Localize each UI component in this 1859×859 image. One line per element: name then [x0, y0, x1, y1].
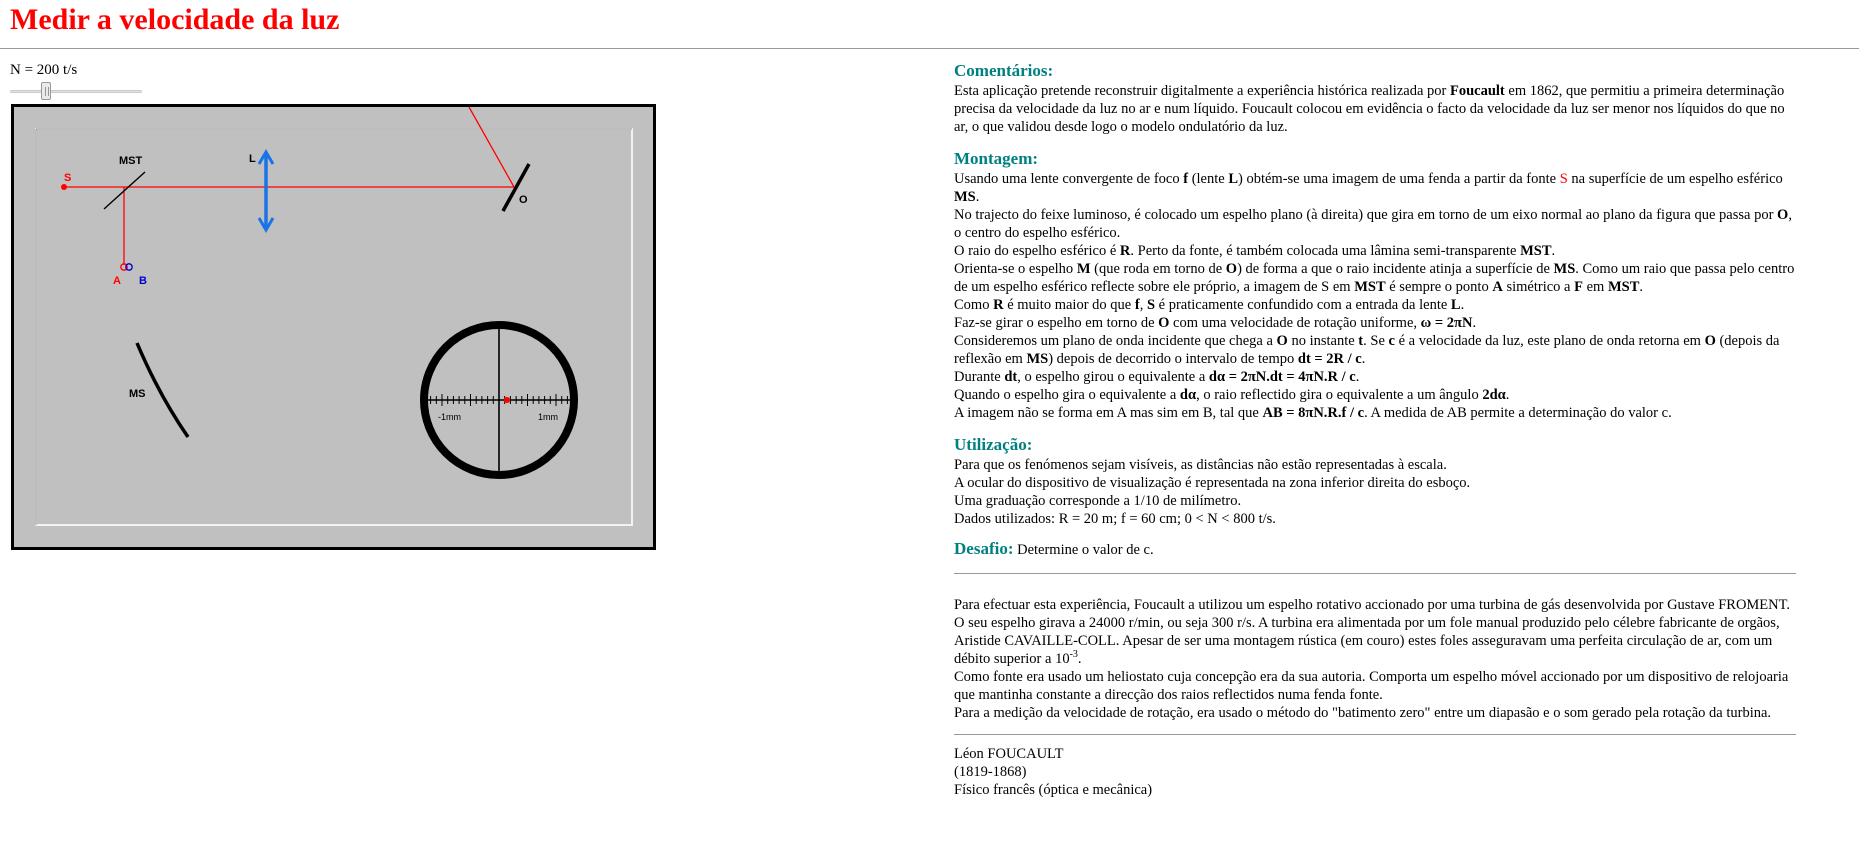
autor-role: Físico francês (óptica e mecânica): [954, 782, 1153, 798]
montagem-line-2: No trajecto do feixe luminoso, é colocado um espelho plano (à direita) que gira em torno de um eixo normal ao plano da figura que passa por O, o centro do espelho esférico.: [954, 207, 1792, 241]
heading-comentarios: Comentários:: [954, 61, 1054, 80]
label-mst: MST: [119, 155, 143, 167]
section-utilizacao: [954, 434, 1796, 528]
label-o: O: [519, 194, 528, 206]
label-a: A: [113, 275, 121, 287]
label-s: S: [64, 172, 72, 184]
label-b: B: [139, 275, 147, 287]
divider: [954, 573, 1796, 574]
montagem-line-7: Consideremos um plano de onda incidente que chega a O no instante t. Se c é a velocidade da luz, este plano de onda retorna em O (depois da reflexão em MS) depois de decorrido o intervalo de tempo dt = 2R / c.: [954, 333, 1780, 367]
lens-l: [259, 152, 273, 230]
speed-slider[interactable]: [10, 82, 142, 102]
title-divider: [0, 48, 1859, 49]
speed-label: N = 200 t/s: [10, 62, 78, 78]
section-comentarios: [954, 60, 1796, 136]
scale-right-label: 1mm: [538, 412, 558, 422]
description-panel: [954, 60, 1796, 799]
historia-p2: Como fonte era usado um heliostato cuja concepção era da sua autoria. Comporta um espelho móvel accionado por um dispositivo de relojoaria que mantinha constante a direcção dos raios reflectidos numa fenda fonte.: [954, 669, 1789, 703]
montagem-line-8: Durante dt, o espelho girou o equivalente a dα = 2πN.dt = 4πN.R / c.: [954, 369, 1360, 385]
historia-p3: Para a medição da velocidade de rotação, era usado o método do "batimento zero" entre um diapasão e o som gerado pela rotação da turbina.: [954, 705, 1772, 721]
section-montagem: [954, 148, 1796, 422]
autor-dates: (1819-1868): [954, 764, 1027, 780]
heading-montagem: Montagem:: [954, 149, 1039, 168]
slider-track[interactable]: [10, 90, 142, 93]
montagem-line-3: O raio do espelho esférico é R. Perto da fonte, é também colocada uma lâmina semi-transparente MST.: [954, 243, 1556, 259]
comentarios-text: Esta aplicação pretende reconstruir digitalmente a experiência histórica realizada por Foucault em 1862, que permitiu a primeira determinação precisa da velocidade da luz no ar e num líquido. Foucault colocou em evidência o facto da velocidade da luz ser menor nos líquidos do que no ar, o que validou desde logo o modelo ondulatório da luz.: [954, 83, 1785, 135]
heading-desafio: Desafio:: [954, 539, 1014, 558]
heading-utilizacao: Utilização:: [954, 435, 1033, 454]
desafio-text: Determine o valor de c.: [1013, 542, 1154, 558]
montagem-line-4: Orienta-se o espelho M (que roda em torno de O) de forma a que o raio incidente atinja a superfície de MS. Como um raio que passa pelo centro de um espelho esférico reflecte sobre ele próprio, a imagem de S em MST é sempre o ponto A simétrico a F em MST.: [954, 261, 1795, 295]
utilizacao-line: A ocular do dispositivo de visualização é representada na zona inferior direita do esboço.: [954, 475, 1471, 491]
montagem-line-9: Quando o espelho gira o equivalente a dα, o raio reflectido gira o equivalente a um ângulo 2dα.: [954, 387, 1510, 403]
montagem-line-6: Faz-se girar o espelho em torno de O com uma velocidade de rotação uniforme, ω = 2πN.: [954, 315, 1477, 331]
utilizacao-line: Uma graduação corresponde a 1/10 de milímetro.: [954, 493, 1242, 509]
label-ms: MS: [129, 388, 146, 400]
montagem-line-10: A imagem não se forma em A mas sim em B, tal que AB = 8πN.R.f / c. A medida de AB permite a determinação do valor c.: [954, 405, 1672, 421]
scale-left-label: -1mm: [438, 412, 461, 422]
utilizacao-line: Dados utilizados: R = 20 m; f = 60 cm; 0 < N < 800 t/s.: [954, 511, 1276, 527]
montagem-line-5: Como R é muito maior do que f, S é praticamente confundido com a entrada da lente L.: [954, 297, 1465, 313]
section-autor: [954, 745, 1796, 799]
label-l: L: [249, 153, 256, 165]
utilizacao-line: Para que os fenómenos sejam visíveis, as distâncias não estão representadas à escala.: [954, 457, 1447, 473]
historia-p1: Para efectuar esta experiência, Foucault a utilizou um espelho rotativo accionado por uma turbina de gás desenvolvida por Gustave FROMENT. O seu espelho girava a 24000 r/min, ou seja 300 r/s. A turbina era alimentada por um fole manual produzido pelo célebre fabricante de orgãos, Aristide CAVAILLE-COLL. Apesar de ser uma montagem rústica (em couro) estes foles asseguravam uma perfeita circulação de ar, com um débito superior a $10^{-3}$.: [954, 597, 1791, 667]
light-beam: [64, 107, 514, 265]
slider-thumb[interactable]: [41, 82, 51, 100]
source-point: [61, 184, 67, 190]
section-desafio: [954, 540, 1796, 559]
image-point-marker: [504, 397, 510, 403]
foucault-diagram: [11, 104, 656, 550]
autor-name: Léon FOUCAULT: [954, 746, 1064, 762]
page-title: Medir a velocidade da luz: [10, 3, 340, 36]
divider: [954, 734, 1796, 735]
eyepiece: [424, 325, 574, 475]
montagem-line-1: Usando uma lente convergente de foco f (lente L) obtém-se uma imagem de uma fenda a partir da fonte S na superfície de um espelho esférico MS.: [954, 171, 1783, 205]
section-historia: [954, 596, 1796, 722]
